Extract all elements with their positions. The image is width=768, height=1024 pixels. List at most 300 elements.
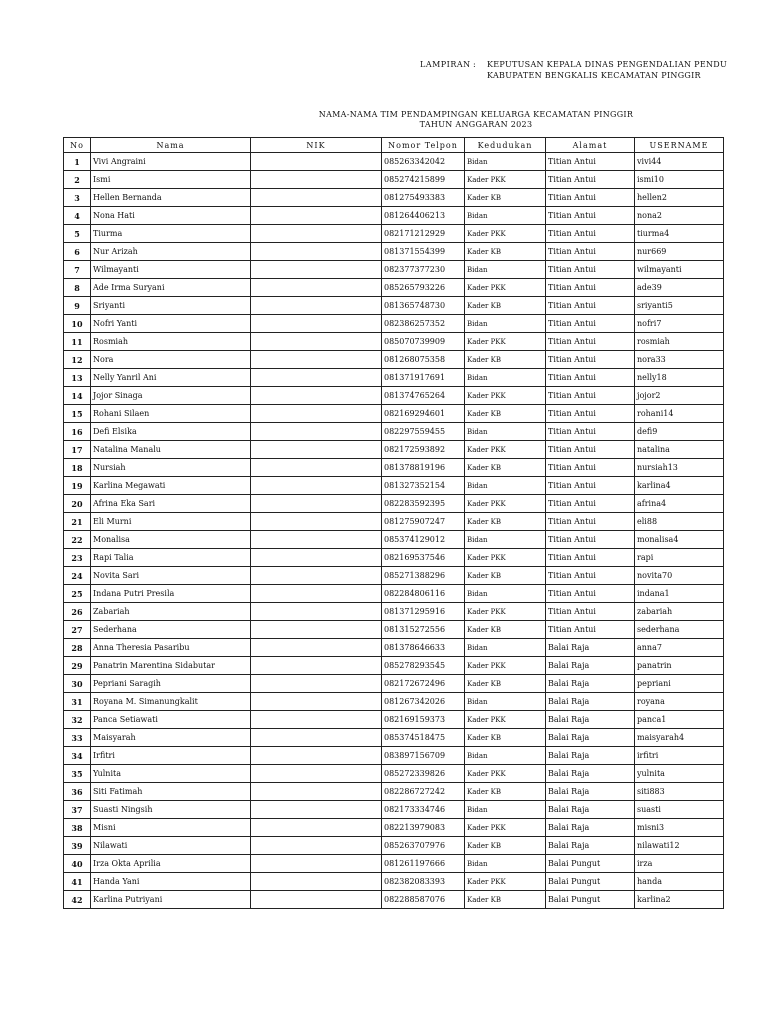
cell-nik bbox=[251, 891, 382, 909]
cell-nik bbox=[251, 171, 382, 189]
cell-kedudukan: Bidan bbox=[465, 153, 546, 171]
cell-nama: Monalisa bbox=[91, 531, 251, 549]
cell-no: 31 bbox=[64, 693, 91, 711]
cell-nik bbox=[251, 441, 382, 459]
cell-kedudukan: Bidan bbox=[465, 639, 546, 657]
cell-nomor-telpon: 082297559455 bbox=[382, 423, 465, 441]
cell-kedudukan: Kader KB bbox=[465, 459, 546, 477]
cell-nomor-telpon: 082386257352 bbox=[382, 315, 465, 333]
cell-kedudukan: Kader PKK bbox=[465, 387, 546, 405]
cell-nik bbox=[251, 855, 382, 873]
cell-nama: Jojor Sinaga bbox=[91, 387, 251, 405]
cell-alamat: Balai Raja bbox=[546, 675, 635, 693]
cell-nama: Misni bbox=[91, 819, 251, 837]
cell-alamat: Balai Pungut bbox=[546, 873, 635, 891]
cell-alamat: Titian Antui bbox=[546, 567, 635, 585]
cell-username: karlina4 bbox=[635, 477, 724, 495]
cell-nama: Hellen Bernanda bbox=[91, 189, 251, 207]
cell-alamat: Balai Raja bbox=[546, 711, 635, 729]
table-row bbox=[64, 315, 724, 333]
header-no: No bbox=[64, 138, 91, 153]
cell-nik bbox=[251, 549, 382, 567]
table-row bbox=[64, 405, 724, 423]
cell-alamat: Balai Raja bbox=[546, 765, 635, 783]
cell-nomor-telpon: 085374129012 bbox=[382, 531, 465, 549]
cell-nama: Anna Theresia Pasaribu bbox=[91, 639, 251, 657]
cell-kedudukan: Bidan bbox=[465, 423, 546, 441]
team-table bbox=[63, 137, 724, 909]
title-line-1: NAMA-NAMA TIM PENDAMPINGAN KELUARGA KECAMATAN PINGGIR bbox=[318, 110, 634, 119]
header-kedudukan: Kedudukan bbox=[465, 138, 546, 153]
cell-nama: Maisyarah bbox=[91, 729, 251, 747]
cell-no: 9 bbox=[64, 297, 91, 315]
cell-kedudukan: Kader PKK bbox=[465, 657, 546, 675]
cell-nama: Irza Okta Aprilia bbox=[91, 855, 251, 873]
cell-kedudukan: Bidan bbox=[465, 531, 546, 549]
cell-alamat: Titian Antui bbox=[546, 477, 635, 495]
cell-alamat: Balai Raja bbox=[546, 657, 635, 675]
cell-kedudukan: Bidan bbox=[465, 477, 546, 495]
cell-nik bbox=[251, 315, 382, 333]
cell-nomor-telpon: 082288587076 bbox=[382, 891, 465, 909]
table-row bbox=[64, 189, 724, 207]
cell-alamat: Titian Antui bbox=[546, 279, 635, 297]
cell-nomor-telpon: 082169294601 bbox=[382, 405, 465, 423]
cell-nomor-telpon: 081371917691 bbox=[382, 369, 465, 387]
cell-alamat: Titian Antui bbox=[546, 549, 635, 567]
cell-username: nilawati12 bbox=[635, 837, 724, 855]
cell-nomor-telpon: 082213979083 bbox=[382, 819, 465, 837]
cell-nomor-telpon: 081261197666 bbox=[382, 855, 465, 873]
cell-no: 17 bbox=[64, 441, 91, 459]
cell-nomor-telpon: 081268075358 bbox=[382, 351, 465, 369]
cell-no: 22 bbox=[64, 531, 91, 549]
cell-no: 38 bbox=[64, 819, 91, 837]
table-row bbox=[64, 441, 724, 459]
cell-nik bbox=[251, 513, 382, 531]
cell-no: 14 bbox=[64, 387, 91, 405]
cell-no: 23 bbox=[64, 549, 91, 567]
cell-username: natalina bbox=[635, 441, 724, 459]
cell-no: 12 bbox=[64, 351, 91, 369]
table-row bbox=[64, 225, 724, 243]
cell-no: 3 bbox=[64, 189, 91, 207]
table-row bbox=[64, 603, 724, 621]
cell-alamat: Balai Raja bbox=[546, 837, 635, 855]
table-row bbox=[64, 801, 724, 819]
cell-kedudukan: Bidan bbox=[465, 261, 546, 279]
cell-username: hellen2 bbox=[635, 189, 724, 207]
cell-username: yulnita bbox=[635, 765, 724, 783]
cell-nik bbox=[251, 765, 382, 783]
cell-alamat: Balai Raja bbox=[546, 747, 635, 765]
cell-username: handa bbox=[635, 873, 724, 891]
cell-no: 32 bbox=[64, 711, 91, 729]
cell-nik bbox=[251, 585, 382, 603]
cell-nama: Nursiah bbox=[91, 459, 251, 477]
cell-alamat: Titian Antui bbox=[546, 405, 635, 423]
cell-alamat: Balai Raja bbox=[546, 801, 635, 819]
cell-username: indana1 bbox=[635, 585, 724, 603]
cell-no: 11 bbox=[64, 333, 91, 351]
cell-alamat: Titian Antui bbox=[546, 495, 635, 513]
table-row bbox=[64, 765, 724, 783]
cell-kedudukan: Kader PKK bbox=[465, 765, 546, 783]
cell-nik bbox=[251, 153, 382, 171]
cell-nama: Royana M. Simanungkalit bbox=[91, 693, 251, 711]
cell-alamat: Titian Antui bbox=[546, 333, 635, 351]
cell-alamat: Titian Antui bbox=[546, 513, 635, 531]
table-row bbox=[64, 297, 724, 315]
cell-nama: Nora bbox=[91, 351, 251, 369]
cell-nama: Natalina Manalu bbox=[91, 441, 251, 459]
table-row bbox=[64, 153, 724, 171]
table-row bbox=[64, 333, 724, 351]
table-row bbox=[64, 819, 724, 837]
cell-nama: Eli Murni bbox=[91, 513, 251, 531]
cell-no: 25 bbox=[64, 585, 91, 603]
cell-nomor-telpon: 082172672496 bbox=[382, 675, 465, 693]
cell-nik bbox=[251, 693, 382, 711]
cell-alamat: Titian Antui bbox=[546, 225, 635, 243]
cell-no: 4 bbox=[64, 207, 91, 225]
cell-nama: Panca Setiawati bbox=[91, 711, 251, 729]
cell-username: siti883 bbox=[635, 783, 724, 801]
cell-no: 28 bbox=[64, 639, 91, 657]
cell-no: 10 bbox=[64, 315, 91, 333]
lampiran-text bbox=[487, 59, 727, 81]
cell-nama: Indana Putri Presila bbox=[91, 585, 251, 603]
cell-username: maisyarah4 bbox=[635, 729, 724, 747]
cell-alamat: Titian Antui bbox=[546, 153, 635, 171]
cell-nama: Afrina Eka Sari bbox=[91, 495, 251, 513]
table-row bbox=[64, 423, 724, 441]
cell-kedudukan: Bidan bbox=[465, 369, 546, 387]
cell-no: 15 bbox=[64, 405, 91, 423]
cell-username: nelly18 bbox=[635, 369, 724, 387]
cell-kedudukan: Kader KB bbox=[465, 189, 546, 207]
lampiran-label: LAMPIRAN bbox=[420, 60, 471, 69]
cell-kedudukan: Kader KB bbox=[465, 621, 546, 639]
cell-nama: Pepriani Saragih bbox=[91, 675, 251, 693]
cell-nomor-telpon: 085070739909 bbox=[382, 333, 465, 351]
cell-nik bbox=[251, 567, 382, 585]
title-line-2: TAHUN ANGGARAN 2023 bbox=[419, 120, 533, 129]
cell-kedudukan: Kader KB bbox=[465, 837, 546, 855]
table-row bbox=[64, 351, 724, 369]
cell-nik bbox=[251, 657, 382, 675]
cell-nomor-telpon: 082377377230 bbox=[382, 261, 465, 279]
cell-nama: Suasti Ningsih bbox=[91, 801, 251, 819]
table-row bbox=[64, 729, 724, 747]
cell-no: 35 bbox=[64, 765, 91, 783]
cell-kedudukan: Bidan bbox=[465, 801, 546, 819]
cell-no: 34 bbox=[64, 747, 91, 765]
cell-no: 42 bbox=[64, 891, 91, 909]
cell-kedudukan: Bidan bbox=[465, 585, 546, 603]
cell-nama: Defi Elsika bbox=[91, 423, 251, 441]
cell-nomor-telpon: 081267342026 bbox=[382, 693, 465, 711]
cell-nik bbox=[251, 225, 382, 243]
cell-nama: Karlina Megawati bbox=[91, 477, 251, 495]
cell-username: novita70 bbox=[635, 567, 724, 585]
cell-username: nur669 bbox=[635, 243, 724, 261]
cell-username: royana bbox=[635, 693, 724, 711]
cell-alamat: Titian Antui bbox=[546, 459, 635, 477]
table-row bbox=[64, 243, 724, 261]
cell-kedudukan: Kader PKK bbox=[465, 225, 546, 243]
cell-kedudukan: Bidan bbox=[465, 747, 546, 765]
cell-nik bbox=[251, 711, 382, 729]
cell-username: anna7 bbox=[635, 639, 724, 657]
cell-nik bbox=[251, 783, 382, 801]
cell-nomor-telpon: 085263707976 bbox=[382, 837, 465, 855]
cell-no: 21 bbox=[64, 513, 91, 531]
cell-nomor-telpon: 085272339826 bbox=[382, 765, 465, 783]
cell-nama: Ade Irma Suryani bbox=[91, 279, 251, 297]
cell-nama: Karlina Putriyani bbox=[91, 891, 251, 909]
cell-nik bbox=[251, 297, 382, 315]
cell-nama: Nur Arizah bbox=[91, 243, 251, 261]
cell-kedudukan: Kader KB bbox=[465, 675, 546, 693]
cell-nik bbox=[251, 243, 382, 261]
cell-nomor-telpon: 081378646633 bbox=[382, 639, 465, 657]
cell-nik bbox=[251, 279, 382, 297]
cell-nik bbox=[251, 747, 382, 765]
table-row bbox=[64, 261, 724, 279]
cell-nama: Sederhana bbox=[91, 621, 251, 639]
cell-kedudukan: Kader PKK bbox=[465, 819, 546, 837]
cell-nik bbox=[251, 819, 382, 837]
table-row bbox=[64, 873, 724, 891]
cell-nomor-telpon: 083897156709 bbox=[382, 747, 465, 765]
cell-nama: Nelly Yanril Ani bbox=[91, 369, 251, 387]
cell-username: irfitri bbox=[635, 747, 724, 765]
cell-kedudukan: Kader KB bbox=[465, 891, 546, 909]
cell-nama: Vivi Angraini bbox=[91, 153, 251, 171]
cell-nama: Rosmiah bbox=[91, 333, 251, 351]
cell-username: karlina2 bbox=[635, 891, 724, 909]
cell-nama: Panatrin Marentina Sidabutar bbox=[91, 657, 251, 675]
table-row bbox=[64, 477, 724, 495]
cell-no: 27 bbox=[64, 621, 91, 639]
cell-alamat: Balai Raja bbox=[546, 729, 635, 747]
header-alamat: Alamat bbox=[546, 138, 635, 153]
header-username: USERNAME bbox=[635, 138, 724, 153]
cell-alamat: Titian Antui bbox=[546, 441, 635, 459]
cell-nomor-telpon: 081378819196 bbox=[382, 459, 465, 477]
cell-kedudukan: Kader KB bbox=[465, 729, 546, 747]
cell-alamat: Titian Antui bbox=[546, 297, 635, 315]
cell-nomor-telpon: 082171212929 bbox=[382, 225, 465, 243]
cell-nomor-telpon: 081275493383 bbox=[382, 189, 465, 207]
cell-username: ade39 bbox=[635, 279, 724, 297]
cell-alamat: Balai Pungut bbox=[546, 855, 635, 873]
table-body bbox=[64, 153, 724, 909]
cell-username: nofri7 bbox=[635, 315, 724, 333]
cell-kedudukan: Kader KB bbox=[465, 567, 546, 585]
cell-nama: Tiurma bbox=[91, 225, 251, 243]
table-row bbox=[64, 531, 724, 549]
cell-alamat: Titian Antui bbox=[546, 315, 635, 333]
table-row bbox=[64, 279, 724, 297]
cell-no: 6 bbox=[64, 243, 91, 261]
cell-alamat: Balai Raja bbox=[546, 693, 635, 711]
cell-no: 36 bbox=[64, 783, 91, 801]
cell-nomor-telpon: 081374765264 bbox=[382, 387, 465, 405]
table-row bbox=[64, 567, 724, 585]
cell-username: suasti bbox=[635, 801, 724, 819]
cell-nik bbox=[251, 873, 382, 891]
cell-kedudukan: Bidan bbox=[465, 693, 546, 711]
cell-nama: Yulnita bbox=[91, 765, 251, 783]
cell-username: tiurma4 bbox=[635, 225, 724, 243]
cell-alamat: Titian Antui bbox=[546, 261, 635, 279]
cell-username: afrina4 bbox=[635, 495, 724, 513]
cell-nama: Rohani Silaen bbox=[91, 405, 251, 423]
cell-nik bbox=[251, 423, 382, 441]
cell-kedudukan: Kader KB bbox=[465, 513, 546, 531]
cell-nama: Ismi bbox=[91, 171, 251, 189]
cell-alamat: Balai Raja bbox=[546, 639, 635, 657]
table-row bbox=[64, 459, 724, 477]
cell-nik bbox=[251, 261, 382, 279]
cell-nomor-telpon: 081315272556 bbox=[382, 621, 465, 639]
cell-no: 33 bbox=[64, 729, 91, 747]
cell-alamat: Titian Antui bbox=[546, 621, 635, 639]
cell-nik bbox=[251, 837, 382, 855]
cell-username: defi9 bbox=[635, 423, 724, 441]
cell-username: nora33 bbox=[635, 351, 724, 369]
cell-nomor-telpon: 081365748730 bbox=[382, 297, 465, 315]
cell-nama: Nofri Yanti bbox=[91, 315, 251, 333]
cell-nomor-telpon: 082286727242 bbox=[382, 783, 465, 801]
cell-username: misni3 bbox=[635, 819, 724, 837]
header-nomor-telpon: Nomor Telpon bbox=[382, 138, 465, 153]
cell-username: jojor2 bbox=[635, 387, 724, 405]
cell-nik bbox=[251, 639, 382, 657]
table-row bbox=[64, 891, 724, 909]
lampiran-line-1: KEPUTUSAN KEPALA DINAS PENGENDALIAN PENDU bbox=[487, 60, 728, 69]
cell-kedudukan: Kader PKK bbox=[465, 171, 546, 189]
cell-nomor-telpon: 082172593892 bbox=[382, 441, 465, 459]
cell-username: rosmiah bbox=[635, 333, 724, 351]
cell-nomor-telpon: 081275907247 bbox=[382, 513, 465, 531]
cell-nomor-telpon: 082283592395 bbox=[382, 495, 465, 513]
cell-nama: Handa Yani bbox=[91, 873, 251, 891]
cell-username: nona2 bbox=[635, 207, 724, 225]
cell-no: 40 bbox=[64, 855, 91, 873]
cell-nama: Zabariah bbox=[91, 603, 251, 621]
cell-kedudukan: Kader KB bbox=[465, 405, 546, 423]
cell-kedudukan: Kader KB bbox=[465, 351, 546, 369]
cell-kedudukan: Kader PKK bbox=[465, 333, 546, 351]
cell-nik bbox=[251, 801, 382, 819]
table-row bbox=[64, 549, 724, 567]
cell-alamat: Titian Antui bbox=[546, 369, 635, 387]
cell-nomor-telpon: 082284806116 bbox=[382, 585, 465, 603]
cell-nomor-telpon: 081327352154 bbox=[382, 477, 465, 495]
cell-nama: Nilawati bbox=[91, 837, 251, 855]
cell-alamat: Titian Antui bbox=[546, 531, 635, 549]
cell-no: 39 bbox=[64, 837, 91, 855]
cell-no: 2 bbox=[64, 171, 91, 189]
cell-nik bbox=[251, 531, 382, 549]
cell-nomor-telpon: 082173334746 bbox=[382, 801, 465, 819]
cell-no: 24 bbox=[64, 567, 91, 585]
cell-no: 26 bbox=[64, 603, 91, 621]
cell-no: 37 bbox=[64, 801, 91, 819]
table-row bbox=[64, 621, 724, 639]
table-row bbox=[64, 495, 724, 513]
cell-nama: Nona Hati bbox=[91, 207, 251, 225]
cell-nama: Siti Fatimah bbox=[91, 783, 251, 801]
document-title bbox=[0, 110, 768, 130]
cell-nik bbox=[251, 495, 382, 513]
cell-alamat: Titian Antui bbox=[546, 387, 635, 405]
cell-nik bbox=[251, 405, 382, 423]
lampiran-line-2: KABUPATEN BENGKALIS KECAMATAN PINGGIR bbox=[487, 71, 701, 80]
table-row bbox=[64, 855, 724, 873]
header-nama: Nama bbox=[91, 138, 251, 153]
lampiran-colon: : bbox=[473, 60, 476, 69]
cell-no: 20 bbox=[64, 495, 91, 513]
cell-nomor-telpon: 085265793226 bbox=[382, 279, 465, 297]
cell-nik bbox=[251, 207, 382, 225]
cell-nama: Irfitri bbox=[91, 747, 251, 765]
cell-kedudukan: Bidan bbox=[465, 315, 546, 333]
cell-alamat: Titian Antui bbox=[546, 171, 635, 189]
cell-username: pepriani bbox=[635, 675, 724, 693]
cell-kedudukan: Kader PKK bbox=[465, 495, 546, 513]
cell-nomor-telpon: 085263342042 bbox=[382, 153, 465, 171]
table-row bbox=[64, 711, 724, 729]
cell-alamat: Titian Antui bbox=[546, 189, 635, 207]
cell-alamat: Titian Antui bbox=[546, 585, 635, 603]
cell-nama: Rapi Talia bbox=[91, 549, 251, 567]
table-row bbox=[64, 675, 724, 693]
cell-username: ismi10 bbox=[635, 171, 724, 189]
cell-no: 30 bbox=[64, 675, 91, 693]
cell-nomor-telpon: 085271388296 bbox=[382, 567, 465, 585]
cell-no: 5 bbox=[64, 225, 91, 243]
cell-nomor-telpon: 081371295916 bbox=[382, 603, 465, 621]
cell-username: zabariah bbox=[635, 603, 724, 621]
cell-no: 16 bbox=[64, 423, 91, 441]
table-header-row bbox=[64, 138, 724, 153]
cell-nama: Wilmayanti bbox=[91, 261, 251, 279]
table-row bbox=[64, 387, 724, 405]
table-row bbox=[64, 369, 724, 387]
cell-username: rapi bbox=[635, 549, 724, 567]
cell-nik bbox=[251, 621, 382, 639]
cell-no: 13 bbox=[64, 369, 91, 387]
cell-nomor-telpon: 081264406213 bbox=[382, 207, 465, 225]
cell-nomor-telpon: 082169159373 bbox=[382, 711, 465, 729]
cell-nik bbox=[251, 477, 382, 495]
cell-kedudukan: Kader KB bbox=[465, 783, 546, 801]
cell-alamat: Titian Antui bbox=[546, 207, 635, 225]
cell-username: sriyanti5 bbox=[635, 297, 724, 315]
table-row bbox=[64, 639, 724, 657]
cell-nomor-telpon: 082169537546 bbox=[382, 549, 465, 567]
table-row bbox=[64, 783, 724, 801]
cell-username: sederhana bbox=[635, 621, 724, 639]
cell-nomor-telpon: 085274215899 bbox=[382, 171, 465, 189]
cell-nomor-telpon: 082382083393 bbox=[382, 873, 465, 891]
cell-nama: Sriyanti bbox=[91, 297, 251, 315]
cell-nik bbox=[251, 603, 382, 621]
